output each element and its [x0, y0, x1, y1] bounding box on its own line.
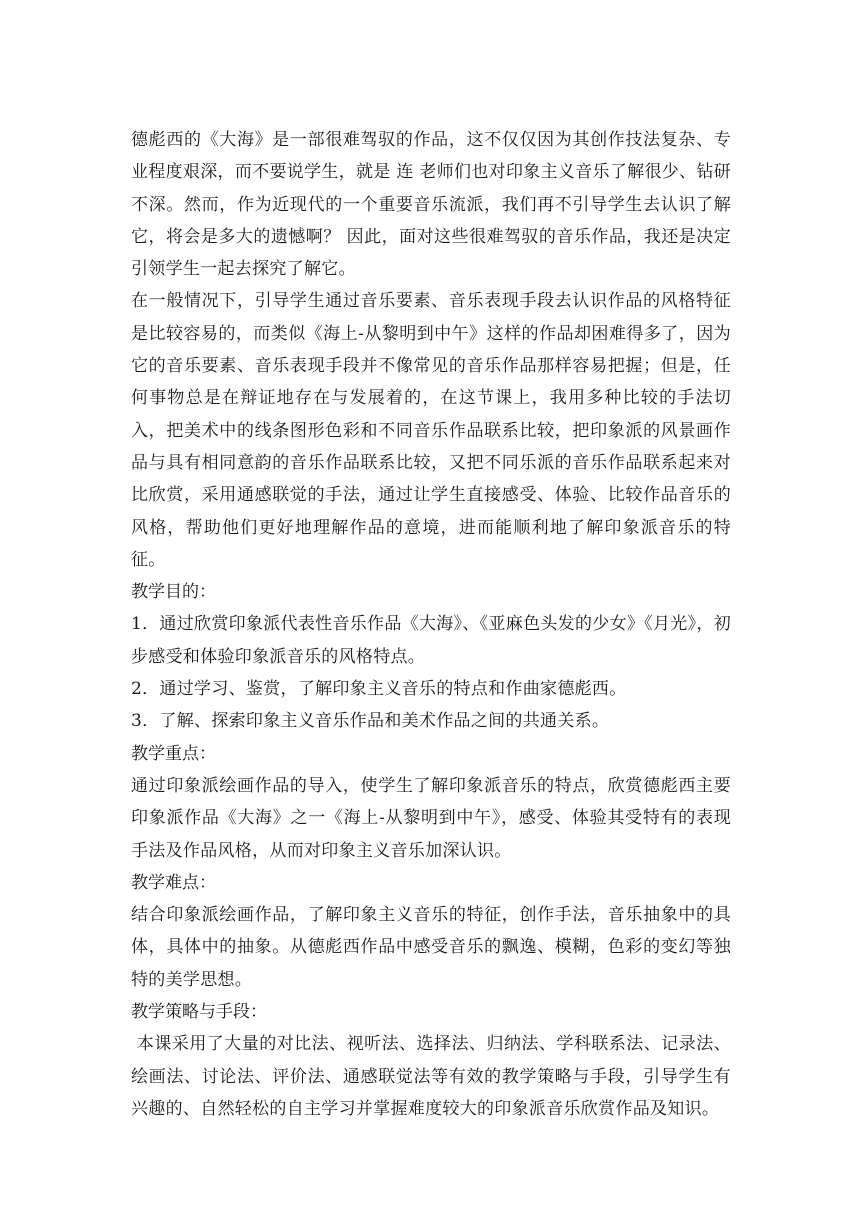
strategy-text: 本课采用了大量的对比法、视听法、选择法、归纳法、学科联系法、记录法、绘画法、讨论法、评价法、通感联觉法等有效的教学策略与手段，引导学生有兴趣的、自然轻松的自主学习并掌握难度较大的印象派音乐欣赏作品及知识。	[131, 1034, 731, 1119]
difficulties-heading: 教学难点：	[131, 872, 216, 893]
key-points-heading: 教学重点：	[131, 743, 216, 764]
document-body	[131, 124, 731, 1125]
key-points-text: 通过印象派绘画作品的导入，使学生了解印象派音乐的特点，欣赏德彪西主要印象派作品《大海》之一《海上-从黎明到中午》，感受、体验其受特有的表现手法及作品风格，从而对印象主义音乐加深认识。	[131, 775, 731, 861]
objectives-heading: 教学目的：	[131, 582, 216, 603]
intro-paragraph-1: 德彪西的《大海》是一部很难驾驭的作品，这不仅仅因为其创作技法复杂、专业程度艰深，而不要说学生，就是 连 老师们也对印象主义音乐了解很少、钻研不深。然而，作为近现代的一个重要音乐流派，我们再不引导学生去认识了解它，将会是多大的遗憾啊？ 因此，面对这些很难驾驭的音乐作品，我还是决定引领学生一起去探究了解它。	[131, 130, 731, 280]
objective-item-2: 2．通过学习、鉴赏，了解印象主义音乐的特点和作曲家德彪西。	[131, 679, 627, 700]
objective-item-1: 1．通过欣赏印象派代表性音乐作品《大海》、《亚麻色头发的少女》《月光》，初步感受和体验印象派音乐的风格特点。	[131, 614, 731, 667]
strategy-heading: 教学策略与手段：	[131, 1002, 267, 1023]
difficulties-text: 结合印象派绘画作品，了解印象主义音乐的特征，创作手法，音乐抽象中的具体，具体中的抽象。从德彪西作品中感受音乐的飘逸、模糊，色彩的变幻等独特的美学思想。	[131, 905, 731, 990]
intro-paragraph-2: 在一般情况下，引导学生通过音乐要素、音乐表现手段去认识作品的风格特征是比较容易的，而类似《海上-从黎明到中午》这样的作品却困难得多了，因为它的音乐要素、音乐表现手段并不像常见的音乐作品那样容易把握；但是，任何事物总是在辩证地存在与发展着的，在这节课上，我用多种比较的手法切入，把美术中的线条图形色彩和不同音乐作品联系比较，把印象派的风景画作品与具有相同意韵的音乐作品联系比较，又把不同乐派的音乐作品联系起来对比欣赏，采用通感联觉的手法，通过让学生直接感受、体验、比较作品音乐的风格，帮助他们更好地理解作品的意境，进而能顺利地了解印象派音乐的特征。	[131, 291, 731, 570]
objective-item-3: 3．了解、探索印象主义音乐作品和美术作品之间的共通关系。	[131, 711, 610, 732]
